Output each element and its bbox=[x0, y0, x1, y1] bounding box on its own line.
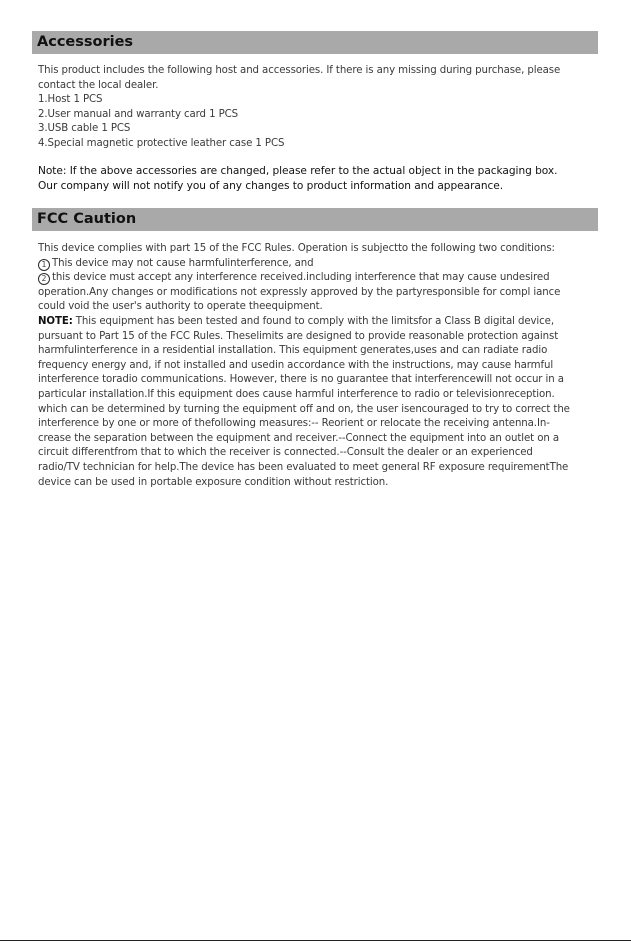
circled-number-2-icon: 2 bbox=[38, 273, 50, 285]
fcc-section-title: FCC Caution bbox=[32, 208, 598, 231]
fcc-line: crease the separation between the equipment and receiver.--Connect the equipment into an outlet on a bbox=[38, 432, 559, 444]
fcc-line: interference by one or more of thefollowing measures:-- Reorient or relocate the receiving antenna.In- bbox=[38, 418, 550, 430]
accessories-section-title: Accessories bbox=[32, 31, 598, 54]
fcc-note-line bbox=[38, 315, 598, 330]
accessories-line: contact the local dealer. bbox=[38, 79, 159, 91]
fcc-line: frequency energy and, if not installed and usedin accordance with the instructions, may cause harmful bbox=[38, 359, 554, 371]
fcc-body bbox=[38, 242, 598, 490]
accessories-note bbox=[38, 164, 598, 194]
fcc-condition-2-text: this device must accept any interference received.including interference that may cause undesired bbox=[52, 272, 550, 284]
fcc-note-text: This equipment has been tested and found to comply with the limitsfor a Class B digital device, bbox=[72, 315, 554, 327]
fcc-line: radio/TV technician for help.The device has been evaluated to meet general RF exposure requirementThe bbox=[38, 461, 569, 473]
circled-number-1-icon: 1 bbox=[38, 259, 50, 271]
fcc-line: interference toradio communications. However, there is no guarantee that interferencewill not occur in a bbox=[38, 374, 564, 386]
fcc-line: circuit differentfrom that to which the receiver is connected.--Consult the dealer or an experienced bbox=[38, 447, 533, 459]
note-line: Our company will not notify you of any changes to product information and appearance. bbox=[38, 180, 504, 192]
accessories-item: 2.User manual and warranty card 1 PCS bbox=[38, 108, 239, 120]
fcc-line: particular installation.If this equipment does cause harmful interference to radio or televisionreception. bbox=[38, 388, 555, 400]
fcc-line: harmfulinterference in a residential installation. This equipment generates,uses and can radiate radio bbox=[38, 345, 548, 357]
accessories-item: 1.Host 1 PCS bbox=[38, 94, 103, 106]
fcc-line: operation.Any changes or modifications not expressly approved by the partyresponsible for compl iance bbox=[38, 286, 561, 298]
accessories-line: This product includes the following host and accessories. If there is any missing during purchase, please bbox=[38, 65, 561, 76]
fcc-condition-2 bbox=[38, 271, 598, 286]
accessories-item: 4.Special magnetic protective leather case 1 PCS bbox=[38, 137, 285, 149]
note-line: Note: If the above accessories are changed, please refer to the actual object in the packaging box. bbox=[38, 165, 558, 177]
fcc-note-label: NOTE: bbox=[38, 315, 73, 327]
fcc-line: pursuant to Part 15 of the FCC Rules. Theselimits are designed to provide reasonable protection against bbox=[38, 330, 559, 342]
fcc-condition-1 bbox=[38, 257, 598, 272]
fcc-line: which can be determined by turning the equipment off and on, the user isencouraged to try to correct the bbox=[38, 403, 570, 415]
fcc-line: could void the user's authority to operate theequipment. bbox=[38, 301, 323, 313]
fcc-intro: This device complies with part 15 of the FCC Rules. Operation is subjectto the following two conditions: bbox=[38, 243, 555, 254]
fcc-condition-1-text: This device may not cause harmfulinterference, and bbox=[52, 257, 314, 269]
fcc-line: device can be used in portable exposure condition without restriction. bbox=[38, 476, 389, 488]
bottom-divider bbox=[0, 940, 631, 941]
accessories-item: 3.USB cable 1 PCS bbox=[38, 123, 131, 135]
accessories-body bbox=[38, 64, 598, 152]
